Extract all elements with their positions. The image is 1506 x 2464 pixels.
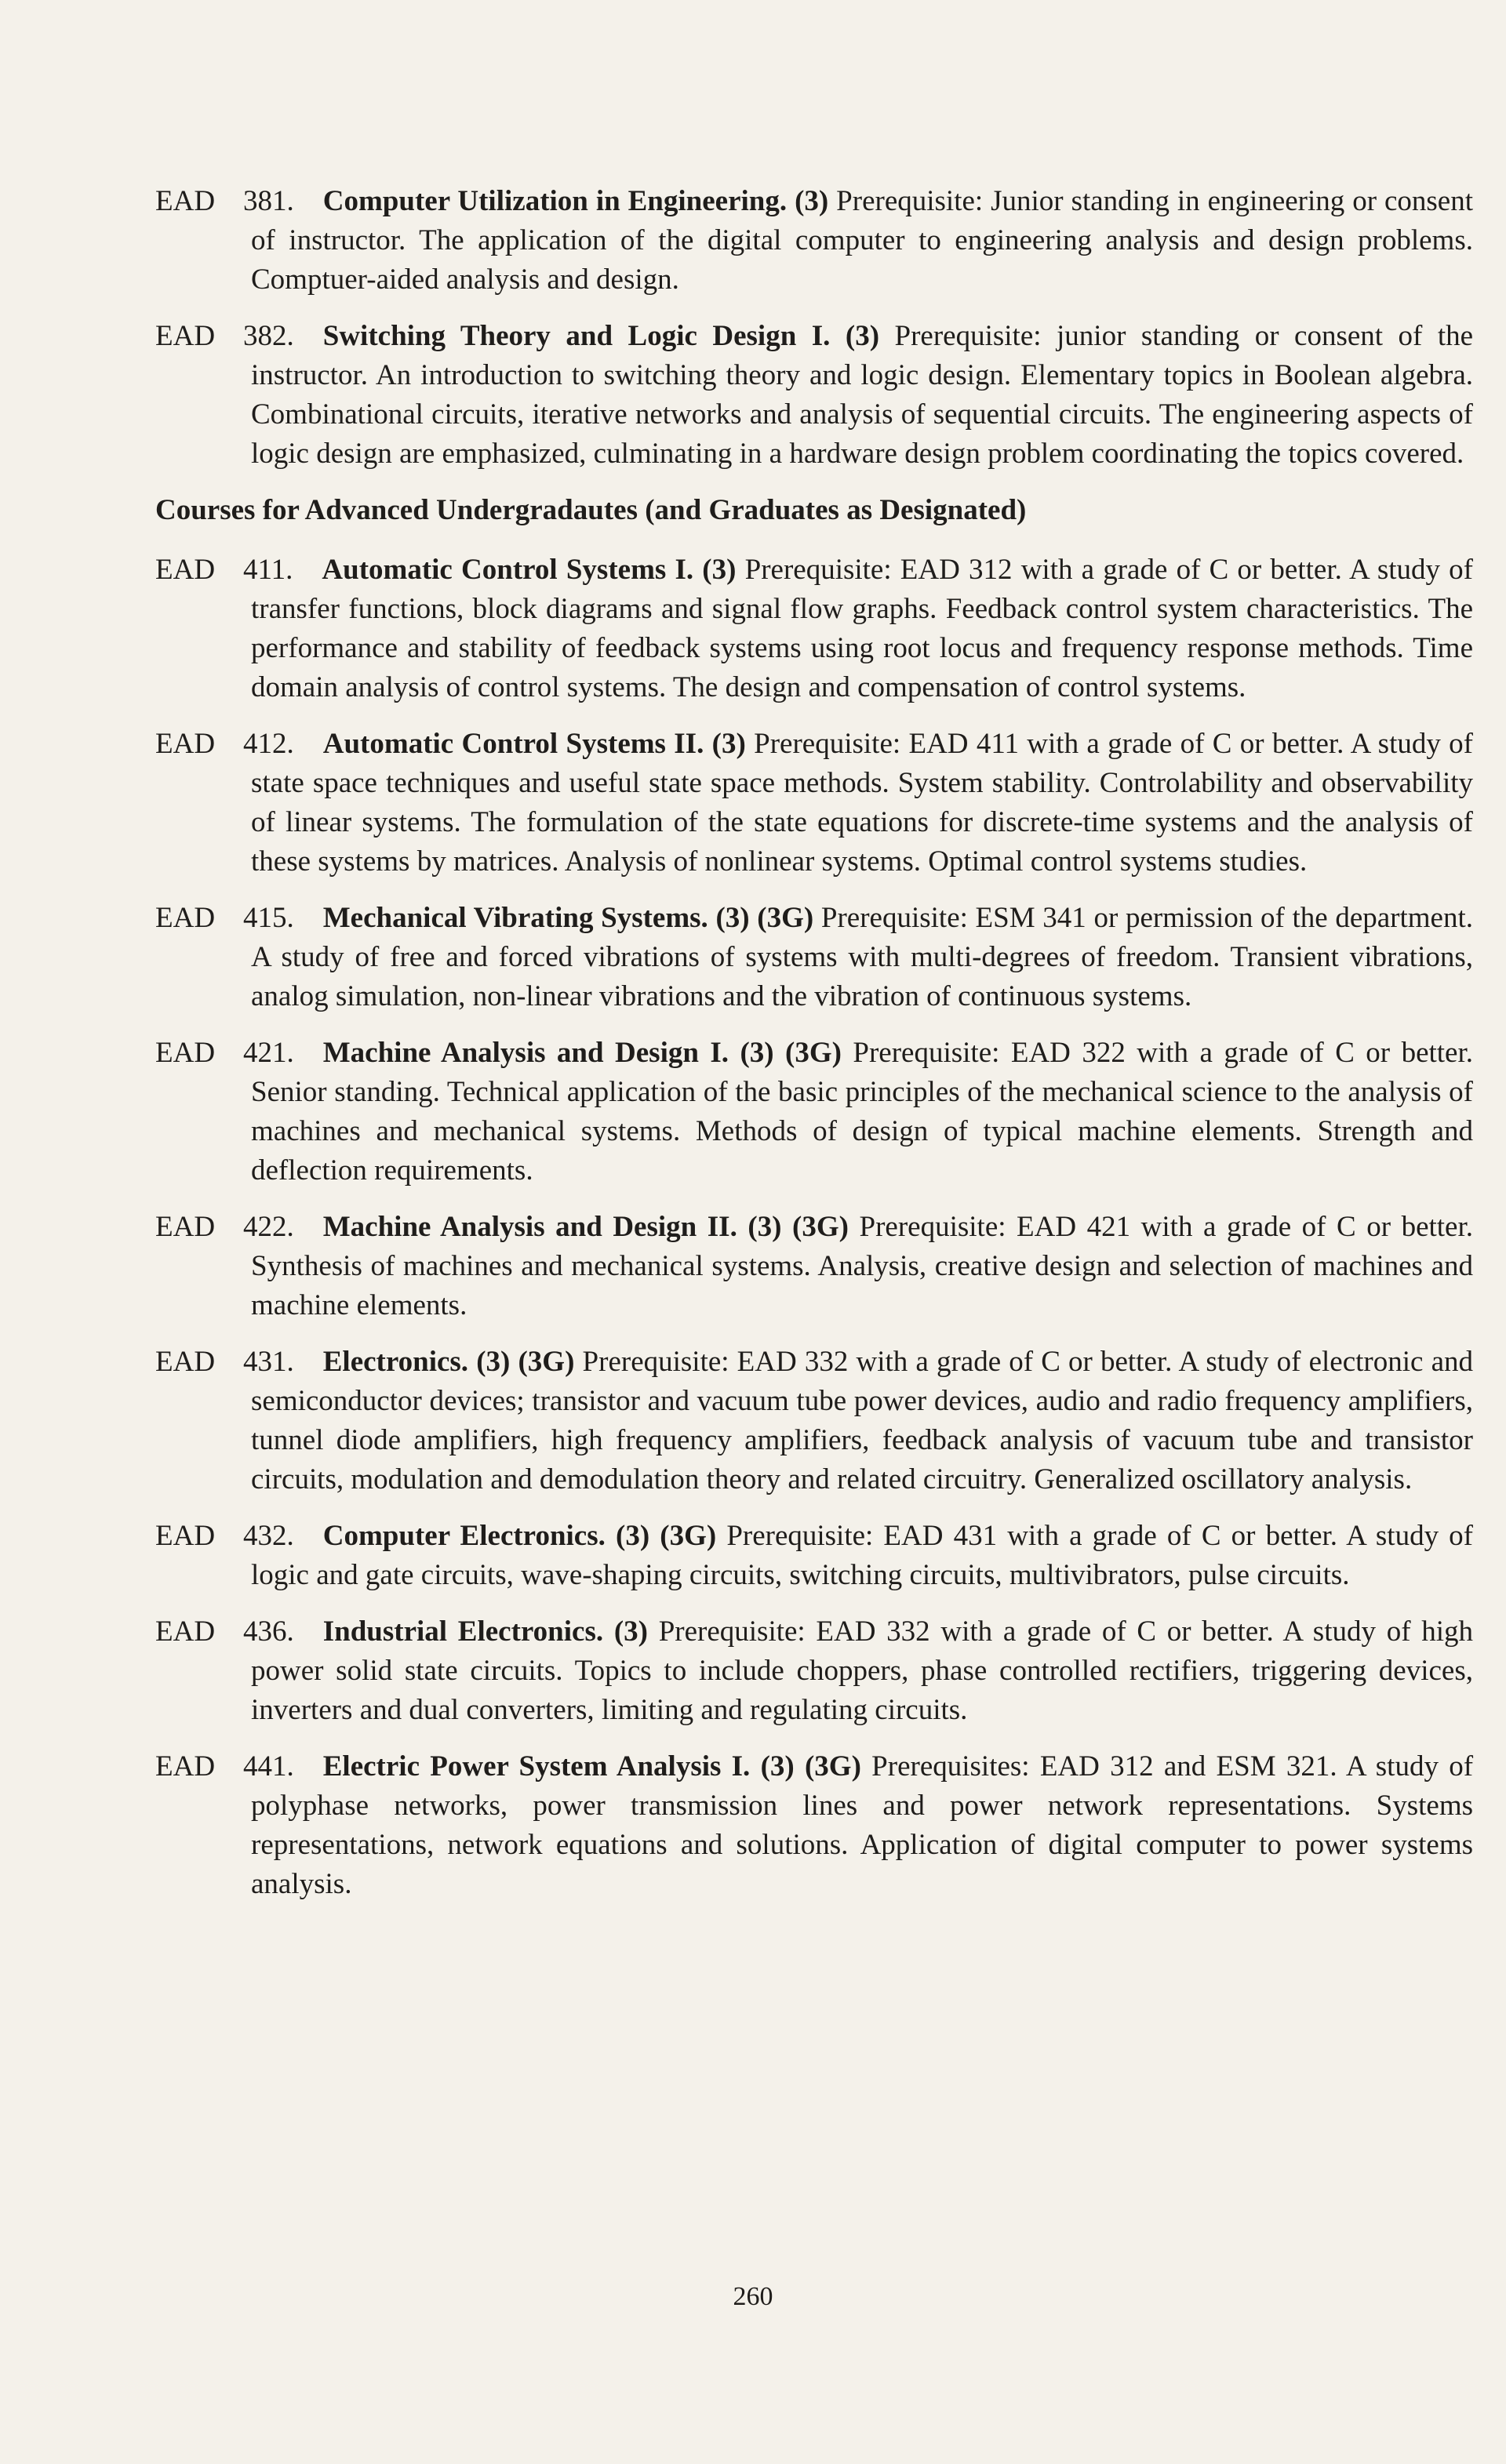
course-credits: (3) (3G) — [616, 1520, 717, 1552]
course-prefix: EAD — [155, 1211, 216, 1243]
course-credits: (3) — [702, 554, 737, 586]
course-prefix: EAD — [155, 1615, 216, 1648]
course-title: Automatic Control Systems I. — [322, 554, 694, 586]
course-title: Electronics. — [322, 1346, 469, 1378]
course-number: 441. — [243, 1750, 294, 1783]
course-credits: (3) — [795, 185, 829, 217]
course-description: Prerequisite: EAD 312 with a grade of C or better. A study of transfer functions, block diagrams and signal flow graphs. Feedback control system characteristics. The performance and stability of feedback systems using root locus and frequency response methods. Time domain analysis of control systems. The design and compensation of control systems. — [251, 554, 1473, 703]
course-description: Prerequisite: EAD 421 with a grade of C or better. Synthesis of machines and mechanical systems. Analysis, creative design and selection of machines and machine elements. — [251, 1211, 1474, 1321]
course-description: Prerequisite: EAD 431 with a grade of C or better. A study of logic and gate circuits, wave-shaping circuits, switching circuits, multivibrators, pulse circuits. — [251, 1520, 1474, 1591]
course-title: Machine Analysis and Design I. — [322, 1037, 729, 1069]
course-title: Electric Power System Analysis I. — [322, 1750, 751, 1783]
course-credits: (3) (3G) — [715, 902, 814, 934]
course-number: 411. — [243, 554, 293, 586]
course-description: Prerequisite: EAD 411 with a grade of C or better. A study of state space techniques and useful state space methods. System stability. Controlability and observability of linear systems. The formulation of the state equations for discrete-time systems and the analysis of these systems by matrices. Analysis of nonlinear systems. Optimal control systems studies. — [251, 728, 1474, 878]
course-credits: (3) — [711, 728, 746, 760]
course-prefix: EAD — [155, 1346, 216, 1378]
course-entry — [155, 1034, 1473, 1190]
course-prefix: EAD — [155, 185, 216, 217]
course-entry — [155, 725, 1473, 881]
course-number: 432. — [243, 1520, 294, 1552]
course-description: Prerequisites: EAD 312 and ESM 321. A study of polyphase networks, power transmission lines and power network representations. Systems representations, network equations and solutions. Application of digital computer to power systems analysis. — [251, 1750, 1474, 1900]
course-credits: (3) (3G) — [748, 1211, 849, 1243]
course-list-upper — [155, 182, 1473, 474]
course-number: 421. — [243, 1037, 294, 1069]
course-description: Prerequisite: ESM 341 or permission of the department. A study of free and forced vibrations of systems with multi-degrees of freedom. Transient vibrations, analog simulation, non-linear vibrations and the vibration of continuous systems. — [251, 902, 1474, 1012]
course-entry — [155, 551, 1473, 707]
course-entry — [155, 1343, 1473, 1499]
course-number: 436. — [243, 1615, 294, 1648]
course-prefix: EAD — [155, 1520, 216, 1552]
course-title: Mechanical Vibrating Systems. — [322, 902, 708, 934]
course-prefix: EAD — [155, 554, 216, 586]
course-prefix: EAD — [155, 728, 216, 760]
course-number: 412. — [243, 728, 294, 760]
course-description: Prerequisite: EAD 322 with a grade of C or better. Senior standing. Technical application of the basic principles of the mechanical science to the analysis of machines and mechanical systems. Methods of design of typical machine elements. Strength and deflection requirements. — [251, 1037, 1473, 1187]
course-title: Automatic Control Systems II. — [322, 728, 704, 760]
course-credits: (3) — [613, 1615, 648, 1648]
course-description: Prerequisite: junior standing or consent of the instructor. An introduction to switching theory and logic design. Elementary topics in Boolean algebra. Combinational circuits, iterative networks and analysis of sequential circuits. The engineering aspects of logic design are emphasized, culminating in a hardware design problem coordinating the topics covered. — [251, 320, 1474, 470]
course-number: 415. — [243, 902, 294, 934]
course-title: Computer Utilization in Engineering. — [322, 185, 788, 217]
section-heading: Courses for Advanced Undergradautes (and Graduates as Designated) — [155, 494, 1027, 526]
course-entry — [155, 1208, 1473, 1325]
course-number: 382. — [243, 320, 294, 352]
course-prefix: EAD — [155, 320, 216, 352]
course-number: 381. — [243, 185, 294, 217]
page-number: 260 — [733, 2282, 773, 2311]
course-title: Machine Analysis and Design II. — [322, 1211, 737, 1243]
course-entry — [155, 182, 1473, 300]
course-number: 422. — [243, 1211, 294, 1243]
course-prefix: EAD — [155, 902, 216, 934]
course-entry — [155, 1612, 1473, 1730]
page-content — [155, 182, 1473, 1921]
course-credits: (3) (3G) — [760, 1750, 861, 1783]
course-title: Computer Electronics. — [322, 1520, 606, 1552]
course-description: Prerequisite: Junior standing in engineering or consent of instructor. The application of the digital computer to engineering analysis and design problems. Comptuer-aided analysis and design. — [251, 185, 1473, 296]
course-description: Prerequisite: EAD 332 with a grade of C or better. A study of electronic and semiconductor devices; transistor and vacuum tube power devices, audio and radio frequency amplifiers, tunnel diode amplifiers, high frequency amplifiers, feedback analysis of vacuum tube and transistor circuits, modulation and demodulation theory and related circuitry. Generalized oscillatory analysis. — [251, 1346, 1473, 1495]
course-list-advanced — [155, 551, 1473, 1904]
course-number: 431. — [243, 1346, 294, 1378]
course-entry — [155, 1517, 1473, 1595]
course-description: Prerequisite: EAD 332 with a grade of C or better. A study of high power solid state circuits. Topics to include choppers, phase controlled rectifiers, triggering devices, inverters and dual converters, limiting and regulating circuits. — [251, 1615, 1474, 1726]
course-entry — [155, 899, 1473, 1016]
course-entry — [155, 1747, 1473, 1904]
course-prefix: EAD — [155, 1750, 216, 1783]
course-credits: (3) (3G) — [476, 1346, 575, 1378]
course-title: Industrial Electronics. — [322, 1615, 604, 1648]
course-title: Switching Theory and Logic Design I. — [322, 320, 831, 352]
course-entry — [155, 317, 1473, 474]
course-prefix: EAD — [155, 1037, 216, 1069]
course-credits: (3) — [845, 320, 880, 352]
course-credits: (3) (3G) — [740, 1037, 842, 1069]
